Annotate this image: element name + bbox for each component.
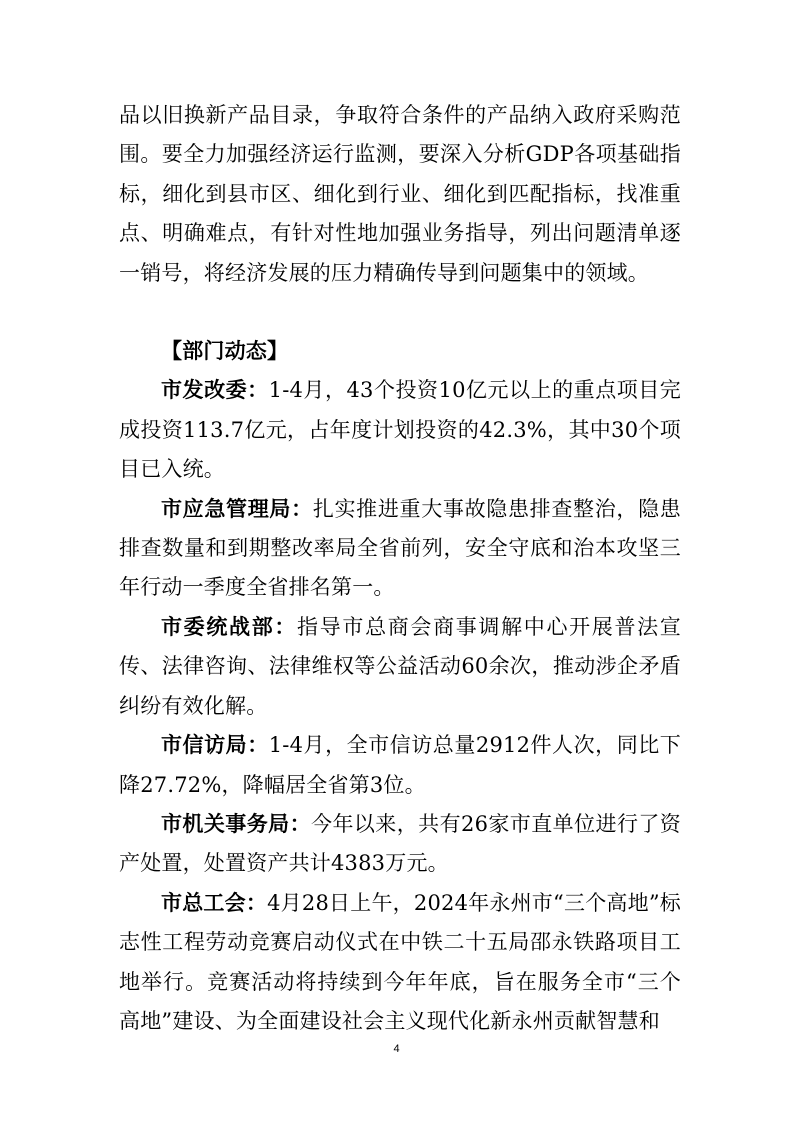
dept-text: 1-4月，全市信访总量2912件人次，同比下降27.72%，降幅居全省第3位。 [119,733,681,797]
dept-name: 市信访局： [161,733,269,758]
dept-item [119,884,681,1042]
dept-name: 市应急管理局： [161,496,313,521]
dept-name: 市委统战部： [161,614,298,639]
dept-name: 市总工会： [161,890,268,915]
dept-item [119,371,681,489]
dept-item [119,608,681,726]
section-heading: 【部门动态】 [161,339,289,364]
dept-text: 扎实推进重大事故隐患排查整治，隐患排查数量和到期整改率局全省前列，安全守底和治本攻坚三年行动一季度全省排名第一。 [119,496,681,600]
body-text [119,96,681,1041]
dept-text: 1-4月，43个投资10亿元以上的重点项目完成投资113.7亿元，占年度计划投资的42.3%，其中30个项目已入统。 [119,378,681,482]
dept-item [119,805,681,884]
dept-item [119,490,681,608]
dept-text: 指导市总商会商事调解中心开展普法宣传、法律咨询、法律维权等公益活动60余次，推动涉企矛盾纠纷有效化解。 [119,614,682,718]
dept-item [119,726,681,805]
intro-paragraph: 品以旧换新产品目录，争取符合条件的产品纳入政府采购范围。要全力加强经济运行监测，要深入分析GDP各项基础指标，细化到县市区、细化到行业、细化到匹配指标，找准重点、明确难点，有针对性地加强业务指导，列出问题清单逐一销号，将经济发展的压力精确传导到问题集中的领域。 [119,103,681,285]
page-number: 4 [393,1043,400,1055]
dept-name: 市机关事务局： [161,811,312,836]
section-gap [119,293,681,332]
dept-text: 4月28日上午，2024年永州市“三个高地”标志性工程劳动竞赛启动仪式在中铁二十五局邵永铁路项目工地举行。竞赛活动将持续到今年年底，旨在服务全市“三个高地”建设、为全面建设社会主义现代化新永州贡献智慧和 [119,890,681,1033]
dept-name: 市发改委： [161,378,269,403]
dept-text: 今年以来，共有26家市直单位进行了资产处置，处置资产共计4383万元。 [119,811,681,876]
